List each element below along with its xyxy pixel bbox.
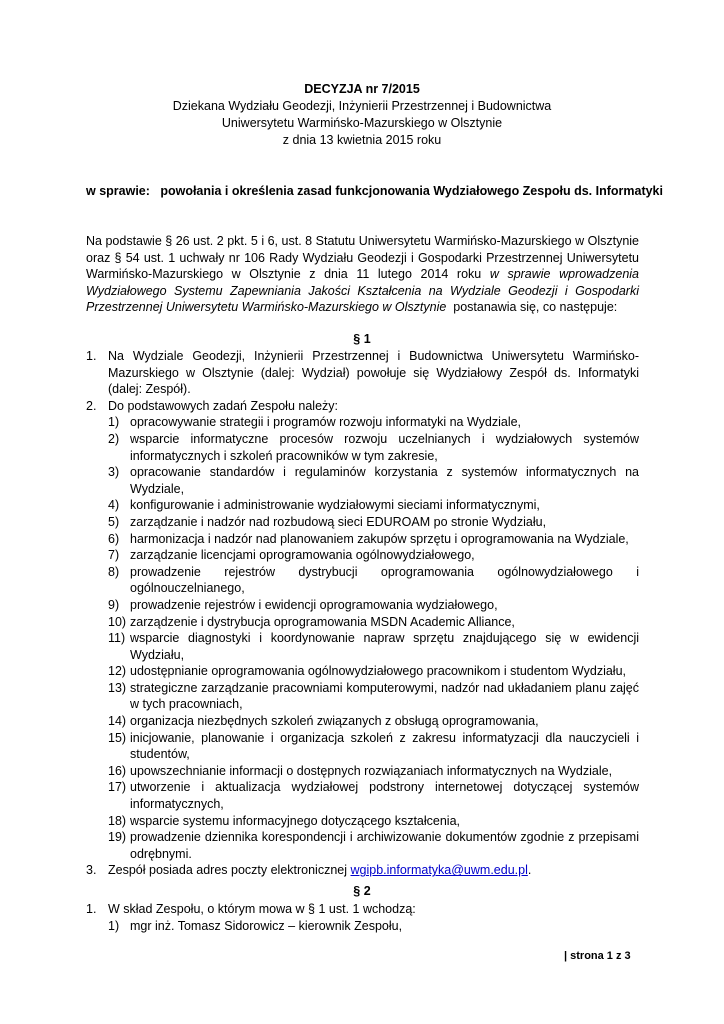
- list-item-text: zarządzanie licencjami oprogramowania ogólnowydziałowego,: [130, 548, 475, 563]
- paragraph-text: [108, 862, 639, 879]
- list-item-number: 10): [108, 614, 127, 629]
- section-1-paragraph-1: [86, 348, 639, 398]
- section-2-list: [86, 901, 639, 934]
- list-item-number: 11): [108, 631, 126, 646]
- list-item: [108, 564, 639, 597]
- list-item: [108, 614, 639, 631]
- paragraph-text: W skład Zespołu, o którym mowa w § 1 ust. 1 wchodzą:: [108, 902, 416, 916]
- list-item-number: 12): [108, 664, 127, 679]
- section-1-paragraph-3: [86, 862, 639, 879]
- list-item-number: 18): [108, 813, 127, 828]
- list-item: [108, 414, 639, 431]
- list-item: [108, 531, 639, 548]
- section-1-list: [86, 348, 639, 879]
- email-link[interactable]: wgipb.informatyka@uwm.edu.pl: [350, 863, 528, 878]
- list-item-number: 2): [108, 431, 120, 446]
- list-item-number: 14): [108, 714, 127, 729]
- paragraph-text: Do podstawowych zadań Zespołu należy:: [108, 398, 338, 413]
- list-item: [108, 918, 639, 935]
- list-item-number: 5): [108, 514, 120, 529]
- list-item: [108, 730, 639, 763]
- date-line: z dnia 13 kwietnia 2015 roku: [282, 133, 442, 147]
- list-item-text: zarządzanie i nadzór nad rozbudową sieci EDUROAM po stronie Wydziału,: [130, 514, 547, 529]
- list-item-text: prowadzenie dziennika korespondencji i archiwizowanie dokumentów zgodnie z przepisami odrębnymi.: [130, 830, 639, 861]
- list-item: [108, 630, 639, 663]
- section-1-heading: § 1: [353, 332, 371, 346]
- list-item-number: 1): [108, 918, 120, 933]
- list-item-text: udostępnianie oprogramowania ogólnowydziałowego pracownikom i studentom Wydziału,: [130, 664, 627, 679]
- section-2-heading: § 2: [353, 884, 371, 898]
- list-item: [108, 680, 639, 713]
- list-item: [108, 779, 639, 812]
- email-intro: Zespół posiada adres poczty elektronicznej: [108, 863, 351, 878]
- decision-title: DECYZJA nr 7/2015: [304, 82, 420, 96]
- intro-tail: postanawia się, co następuje:: [446, 300, 618, 315]
- list-item: [108, 763, 639, 780]
- paragraph-number: 2.: [86, 398, 97, 413]
- list-item-number: 9): [108, 597, 120, 612]
- list-item-text: konfigurowanie i administrowanie wydziałowymi sieciami informatycznymi,: [130, 498, 540, 513]
- paragraph-number: 1.: [86, 349, 97, 363]
- list-item-number: 15): [108, 730, 127, 745]
- university-line: Uniwersytetu Warmińsko-Mazurskiego w Olsztynie: [221, 116, 503, 130]
- list-item-text: wsparcie informatyczne procesów rozwoju uczelnianych i wydziałowych systemów informatycznych i szkoleń pracowników w tym zakresie,: [130, 431, 639, 463]
- list-item-text: harmonizacja i nadzór nad planowaniem zakupów sprzętu i oprogramowania na Wydziale,: [130, 531, 629, 546]
- subject-line: w sprawie: powołania i określenia zasad funkcjonowania Wydziałowego Zespołu ds. Informatyki: [86, 184, 663, 198]
- list-item: [108, 713, 639, 730]
- list-item-text: opracowywanie strategii i programów rozwoju informatyki na Wydziale,: [130, 415, 522, 430]
- list-item: [108, 497, 639, 514]
- section-1-paragraph-2: [86, 398, 639, 415]
- list-item-text: zarządzenie i dystrybucja oprogramowania MSDN Academic Alliance,: [130, 614, 515, 629]
- list-item-text: opracowanie standardów i regulaminów korzystania z systemów informatycznych na Wydziale,: [130, 465, 639, 496]
- issuer-line: Dziekana Wydziału Geodezji, Inżynierii Przestrzennej i Budownictwa: [172, 99, 552, 113]
- list-item-number: 17): [108, 780, 127, 795]
- list-item-number: 3): [108, 465, 120, 480]
- list-item-number: 7): [108, 548, 120, 563]
- list-item-text: upowszechnianie informacji o dostępnych rozwiązaniach informatycznych na Wydziale,: [130, 763, 613, 778]
- page-number: | strona 1 z 3: [564, 950, 631, 962]
- list-item-text: prowadzenie rejestrów dystrybucji oprogramowania ogólnowydziałowego i ogólnouczelnianego,: [130, 564, 639, 596]
- list-item-number: 13): [108, 680, 127, 695]
- list-item-number: 16): [108, 763, 127, 778]
- list-item: [108, 431, 639, 464]
- list-item-number: 6): [108, 531, 120, 546]
- list-item-text: prowadzenie rejestrów i ewidencji oprogramowania wydziałowego,: [130, 597, 498, 612]
- list-item-text: utworzenie i aktualizacja wydziałowej podstrony internetowej dotyczącej systemów informatycznych,: [130, 780, 639, 812]
- list-item: [108, 547, 639, 564]
- list-item-number: 8): [108, 564, 120, 579]
- list-item: [108, 663, 639, 680]
- tasks-list: [108, 414, 639, 862]
- paragraph-text: Na Wydziale Geodezji, Inżynierii Przestrzennej i Budownictwa Uniwersytetu Warmińsko-Mazurskiego w Olsztynie (dalej: Wydział) powołuje się Wydziałowy Zespół ds. Informatyki (dalej: Zespół).: [108, 349, 639, 397]
- list-item-number: 4): [108, 498, 120, 513]
- list-item-text: strategiczne zarządzanie pracowniami komputerowymi, nadzór nad układaniem planu zajęć w tych pracowniach,: [130, 680, 639, 712]
- list-item: [108, 597, 639, 614]
- list-item-number: 19): [108, 830, 127, 845]
- list-item-text: wsparcie diagnostyki i koordynowanie napraw sprzętu znajdującego się w ewidencji Wydziału,: [130, 631, 639, 662]
- list-item-text: wsparcie systemu informacyjnego dotyczącego kształcenia,: [130, 813, 461, 828]
- paragraph-number: 1.: [86, 902, 97, 916]
- email-end: .: [527, 863, 532, 878]
- decision-header: [0, 81, 724, 149]
- list-item: [108, 829, 639, 862]
- paragraph-number: 3.: [86, 863, 97, 878]
- members-list: [108, 918, 639, 935]
- list-item: [108, 464, 639, 497]
- list-item-text: inicjowanie, planowanie i organizacja szkoleń z zakresu informatyzacji dla nauczycieli i studentów,: [130, 730, 639, 762]
- list-item: [108, 514, 639, 531]
- section-2-paragraph-1: [86, 901, 639, 918]
- list-item-text: organizacja niezbędnych szkoleń związanych z obsługą oprogramowania,: [130, 714, 539, 729]
- intro-plain: Na podstawie § 26 ust. 2 pkt. 5 i 6, ust. 8 Statutu Uniwersytetu Warmińsko-Mazurskiego w Olsztynie oraz § 54 ust. 1 uchwały nr 106 Rady Wydziału Geodezji i Gospodarki Przestrzennej Uniwersytetu Warmińsko-Mazurskiego w Olsztynie z dnia 11 lutego 2014 roku: [86, 234, 639, 282]
- list-item: [108, 813, 639, 830]
- intro-italic: w sprawie wprowadzenia Wydziałowego Systemu Zapewniania Jakości Kształcenia na Wydziale Geodezji i Gospodarki Przestrzennej Uniwersytetu Warmińsko-Mazurskiego w Olsztynie: [86, 267, 640, 315]
- legal-basis-paragraph: [86, 233, 639, 316]
- list-item-text: mgr inż. Tomasz Sidorowicz – kierownik Zespołu,: [130, 918, 403, 933]
- list-item-number: 1): [108, 415, 120, 430]
